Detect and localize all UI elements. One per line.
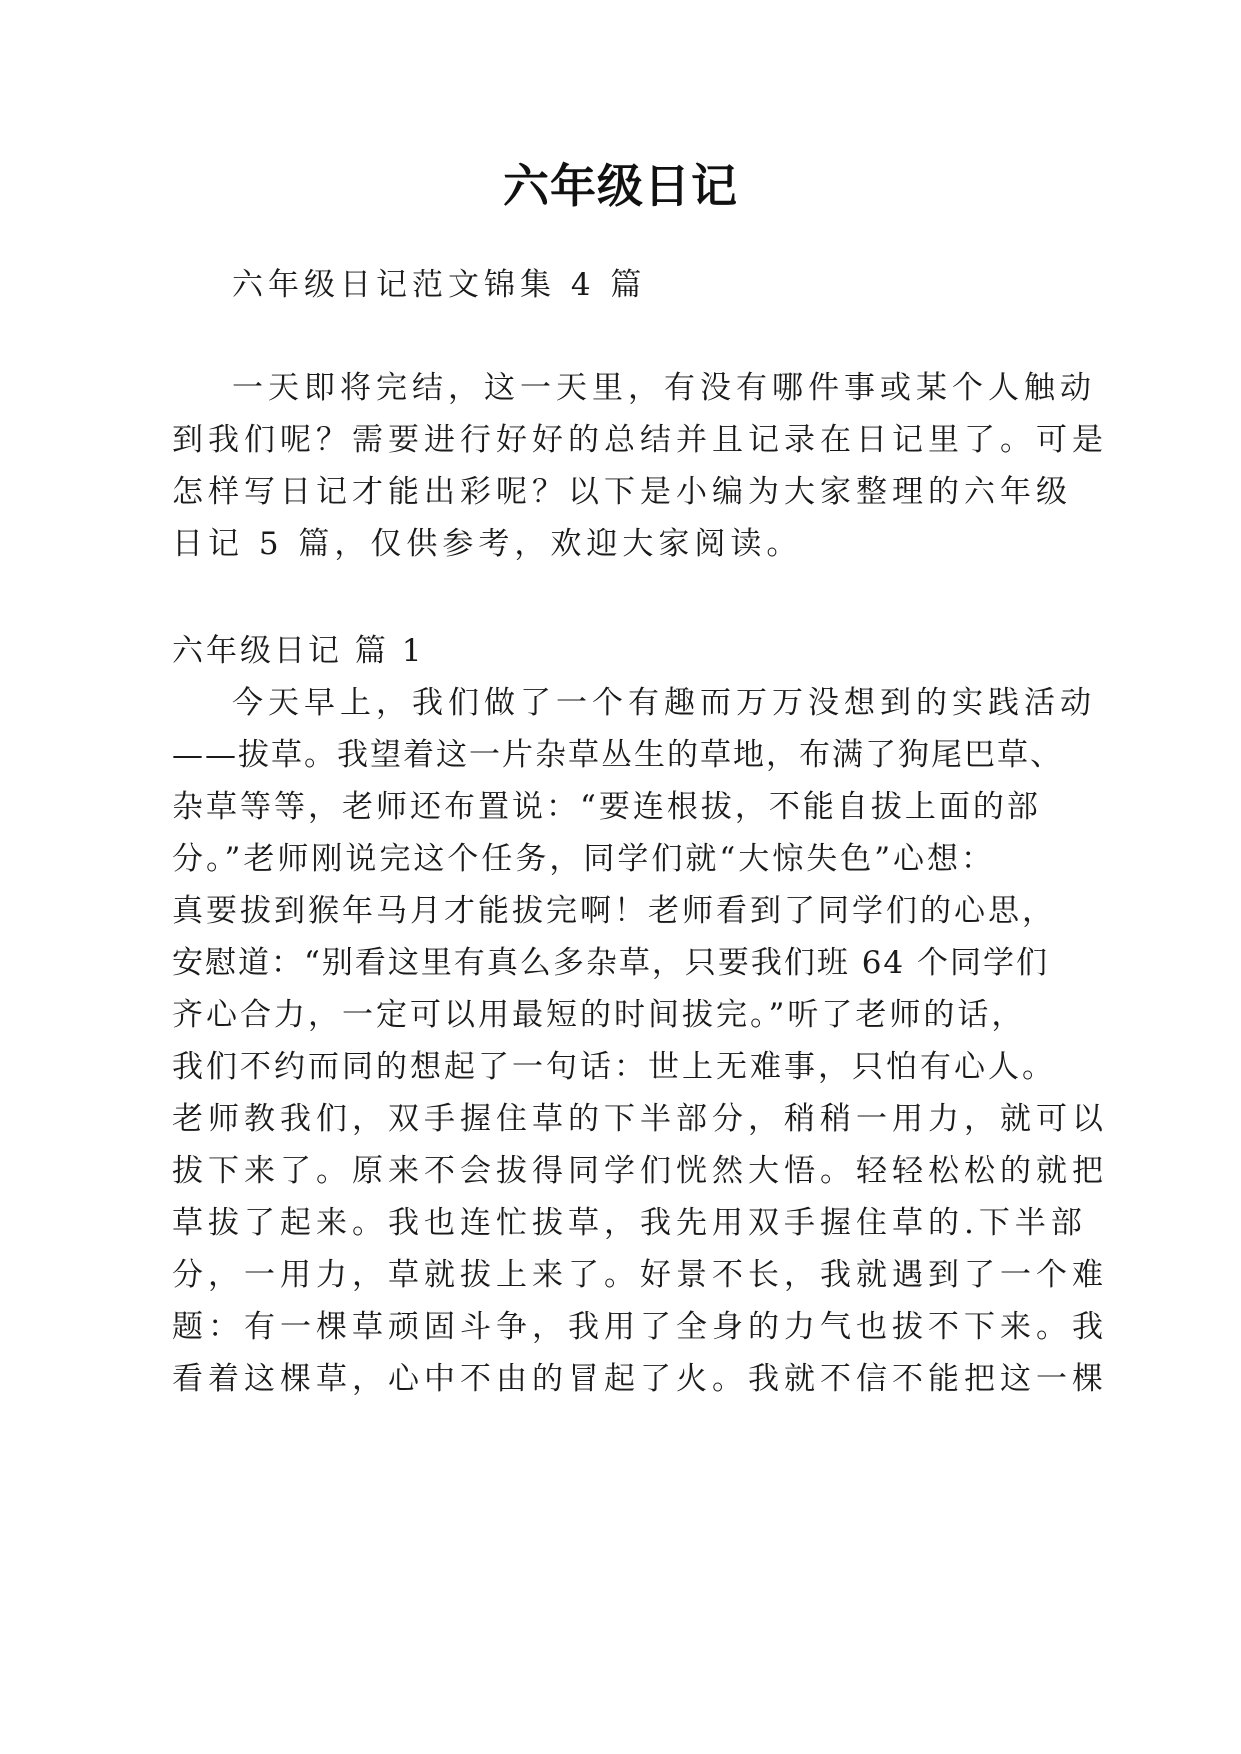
body-line: 题：有一棵草顽固斗争，我用了全身的力气也拔不下来。我: [172, 1309, 1108, 1345]
body-line: 我们不约而同的想起了一句话：世上无难事，只怕有心人。: [172, 1049, 1056, 1085]
body-line: 今天早上，我们做了一个有趣而万万没想到的实践活动: [232, 685, 1096, 721]
body-line: 草拔了起来。我也连忙拔草，我先用双手握住草的.下半部: [172, 1205, 1087, 1241]
body-line: 杂草等等，老师还布置说：“要连根拔，不能自拔上面的部: [172, 789, 1041, 825]
body-line: 安慰道：“别看这里有真么多杂草，只要我们班 64 个同学们: [172, 945, 1049, 981]
body-line: 分，一用力，草就拔上来了。好景不长，我就遇到了一个难: [172, 1257, 1108, 1293]
body-line: ——拔草。我望着这一片杂草丛生的草地，布满了狗尾巴草、: [172, 737, 1063, 773]
intro-line: 怎样写日记才能出彩呢？以下是小编为大家整理的六年级: [172, 474, 1072, 510]
body-line: 分。”老师刚说完这个任务，同学们就“大惊失色”心想：: [172, 841, 996, 877]
body-line: 老师教我们，双手握住草的下半部分，稍稍一用力，就可以: [172, 1101, 1108, 1137]
document-title: 六年级日记: [503, 159, 738, 213]
intro-line: 一天即将完结，这一天里，有没有哪件事或某个人触动: [232, 370, 1096, 406]
document-subtitle: 六年级日记范文锦集 4 篇: [232, 267, 647, 303]
body-line: 看着这棵草，心中不由的冒起了火。我就不信不能把这一棵: [172, 1361, 1108, 1397]
intro-line: 到我们呢？需要进行好好的总结并且记录在日记里了。可是: [172, 422, 1108, 458]
body-line: 齐心合力，一定可以用最短的时间拔完。”听了老师的话，: [172, 997, 1026, 1033]
body-line: 拔下来了。原来不会拔得同学们恍然大悟。轻轻松松的就把: [172, 1153, 1108, 1189]
section-heading: 六年级日记 篇 1: [172, 633, 425, 669]
intro-line: 日记 5 篇，仅供参考，欢迎大家阅读。: [172, 526, 803, 562]
body-line: 真要拔到猴年马月才能拔完啊！老师看到了同学们的心思，: [172, 893, 1056, 929]
